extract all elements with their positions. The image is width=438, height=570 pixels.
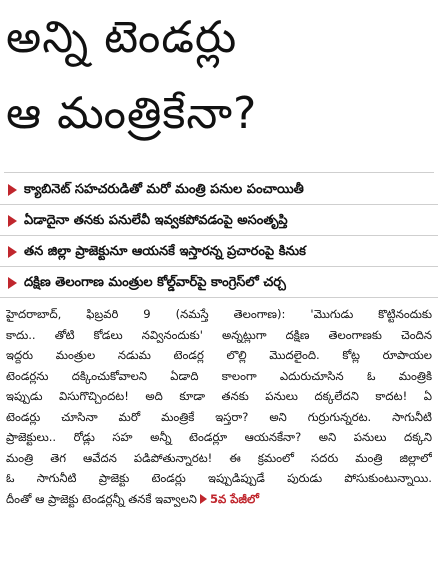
article-body xyxy=(6,304,432,509)
body-line: ప్రాజెక్టులు.. రోడ్లు సహ అన్నీ టెండర్లూ ఆయనకేనా? అని పనులు దక్కని xyxy=(6,430,432,444)
body-line: కాదు.. తోటి కోడలు నవ్వినందుకు' అన్నట్లుగా దక్షిణ తెలంగాణకు చెందిన xyxy=(6,327,432,342)
subhead-item xyxy=(0,178,438,205)
continuation-link[interactable] xyxy=(200,489,259,510)
subhead-item xyxy=(0,209,438,236)
triangle-bullet-icon xyxy=(8,277,17,289)
headline-line-2: ఆ మంత్రికేనా? xyxy=(6,88,258,139)
subhead-text: దక్షిణ తెలంగాణ మంత్రుల కోల్డ్‌వార్‌పై కాంగ్రెస్‌లో చర్చ xyxy=(24,275,286,290)
headline-divider xyxy=(4,172,434,173)
body-line: హైదరాబాద్, ఫిబ్రవరి 9 (నమస్తే తెలంగాణ): 'మొగుడు కొట్టినందుకు xyxy=(6,307,432,321)
body-line: ఇప్పుడు విసుగొచ్చిందట! అది కూడా తనకు పనులు దక్కలేదని కాదట! ఏ xyxy=(6,389,432,403)
body-line: టెండర్లు చూసినా మరో మంత్రికే ఇస్తరా? అని గుర్రుగున్నరట. సాగునీటి xyxy=(6,409,432,424)
triangle-bullet-icon xyxy=(8,246,17,258)
subheads xyxy=(0,178,438,302)
body-line: ఇద్దరు మంత్రుల నడుమ టెండర్ల లొల్లి మొదలైంది. కోట్ల రూపాయల xyxy=(6,348,432,362)
triangle-bullet-icon xyxy=(8,215,17,227)
body-line-text: దీంతో ఆ ప్రాజెక్టు టెండర్లన్నీ తనకే ఇవ్వాలని xyxy=(6,491,197,506)
body-line: మంత్రి తెగ ఆవేదన పడిపోతున్నారట! ఈ క్రమంలో సదరు మంత్రి జిల్లాలో xyxy=(6,450,432,465)
subhead-text: తన జిల్లా ప్రాజెక్టునూ ఆయనకే ఇస్తారన్న ప్రచారంపై కినుక xyxy=(24,244,306,259)
body-line: టెండర్లను దక్కించుకోవాలని ఏడాది కాలంగా ఎదురుచూసిన ఓ మంత్రికి xyxy=(6,368,432,383)
body-line: ఓ సాగునీటి ప్రాజెక్టు టెండర్లు ఇప్పుడిప్పుడే పురుడు పోసుకుంటున్నాయి. xyxy=(6,471,432,485)
triangle-bullet-icon xyxy=(8,184,17,196)
arrow-right-icon xyxy=(200,494,207,504)
subhead-text: ఏడాదైనా తనకు పనులేవీ ఇవ్వకపోవడంపై అసంతృప్తి xyxy=(24,213,288,228)
subhead-item xyxy=(0,240,438,267)
headline xyxy=(6,0,430,152)
subhead-text: క్యాబినెట్ సహచరుడితో మరో మంత్రి పనుల పంచాయితీ xyxy=(24,182,304,197)
headline-line-1: అన్ని టెండర్లు xyxy=(6,12,238,63)
body-line-last xyxy=(6,489,432,510)
subhead-item xyxy=(0,271,438,298)
continuation-label: 5వ పేజీలో xyxy=(209,491,259,506)
